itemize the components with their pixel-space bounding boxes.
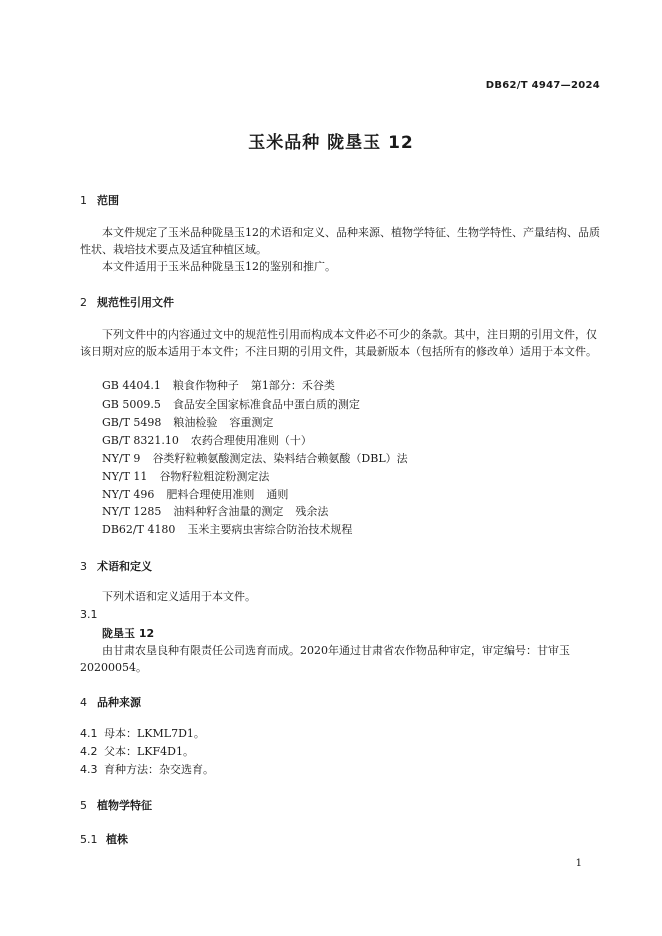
item-number: 4.1 bbox=[80, 727, 98, 740]
section-heading-terms bbox=[80, 558, 152, 574]
reference-item bbox=[102, 503, 328, 520]
section-number: 1 bbox=[80, 194, 87, 207]
section-title: 术语和定义 bbox=[97, 560, 152, 573]
reference-title: 谷类籽粒赖氨酸测定法、染料结合赖氨酸（DBL）法 bbox=[152, 452, 408, 465]
reference-item bbox=[102, 521, 352, 538]
reference-title: 粮食作物种子 bbox=[172, 379, 239, 392]
section-number: 5 bbox=[80, 799, 87, 812]
reference-code: GB/T 5498 bbox=[102, 416, 162, 429]
subsection-number: 5.1 bbox=[80, 833, 98, 846]
reference-code: GB/T 8321.10 bbox=[102, 434, 179, 447]
reference-code: NY/T 1285 bbox=[102, 505, 162, 518]
section-title: 植物学特征 bbox=[97, 799, 152, 812]
page-title: 玉米品种 陇垦玉 12 bbox=[248, 133, 414, 153]
origin-item bbox=[80, 761, 214, 778]
reference-code: NY/T 496 bbox=[102, 488, 155, 501]
item-text: 父本：LKF4D1。 bbox=[104, 745, 194, 758]
term-name: 陇垦玉 12 bbox=[102, 627, 155, 640]
reference-title: 肥料合理使用准则 bbox=[166, 488, 255, 501]
item-number: 4.3 bbox=[80, 763, 98, 776]
reference-item bbox=[102, 450, 408, 467]
references-intro: 下列文件中的内容通过文中的规范性引用而构成本文件必不可少的条款。其中，注日期的引用文件，仅该日期对应的版本适用于本文件；不注日期的引用文件，其最新版本（包括所有的修改单）适用于本文件。 bbox=[80, 328, 597, 358]
origin-item bbox=[80, 743, 194, 760]
reference-item bbox=[102, 468, 269, 485]
reference-title: 油料种籽含油量的测定 bbox=[173, 505, 284, 518]
reference-part: 第1部分：禾谷类 bbox=[250, 379, 335, 392]
section-number: 3 bbox=[80, 560, 87, 573]
reference-item bbox=[102, 377, 335, 394]
terms-intro: 下列术语和定义适用于本文件。 bbox=[102, 590, 256, 603]
section-title: 规范性引用文件 bbox=[97, 296, 174, 309]
subsection-heading-plant bbox=[80, 831, 128, 847]
reference-title: 谷物籽粒粗淀粉测定法 bbox=[159, 470, 270, 483]
reference-part: 容重测定 bbox=[229, 416, 274, 429]
reference-item bbox=[102, 414, 273, 431]
page-number: 1 bbox=[575, 858, 582, 869]
reference-item bbox=[102, 432, 312, 449]
section-title: 品种来源 bbox=[97, 696, 141, 709]
reference-title: 食品安全国家标准食品中蛋白质的测定 bbox=[172, 398, 360, 411]
reference-title: 农药合理使用准则（十） bbox=[190, 434, 312, 447]
reference-part: 残余法 bbox=[295, 505, 329, 518]
section-heading-references bbox=[80, 294, 174, 310]
term-definition: 由甘肃农垦良种有限责任公司选育而成。2020年通过甘肃省农作物品种审定，审定编号：甘审玉20200054。 bbox=[80, 644, 570, 674]
section-number: 4 bbox=[80, 696, 87, 709]
scope-paragraph: 本文件规定了玉米品种陇垦玉12的术语和定义、品种来源、植物学特征、生物学特性、产量结构、品质性状、栽培技术要点及适宜种植区域。 bbox=[80, 226, 600, 256]
item-text: 母本：LKML7D1。 bbox=[104, 727, 205, 740]
scope-paragraph: 本文件适用于玉米品种陇垦玉12的鉴别和推广。 bbox=[102, 260, 336, 273]
section-heading-origin bbox=[80, 694, 141, 710]
reference-part: 通则 bbox=[266, 488, 289, 501]
section-heading-botanical bbox=[80, 797, 152, 813]
subsection-title: 植株 bbox=[106, 833, 128, 846]
reference-item bbox=[102, 396, 360, 413]
section-number: 2 bbox=[80, 296, 87, 309]
reference-code: NY/T 11 bbox=[102, 470, 148, 483]
reference-code: NY/T 9 bbox=[102, 452, 141, 465]
term-number: 3.1 bbox=[80, 608, 98, 621]
reference-title: 粮油检验 bbox=[173, 416, 218, 429]
reference-code: GB 5009.5 bbox=[102, 398, 161, 411]
reference-title: 玉米主要病虫害综合防治技术规程 bbox=[187, 523, 353, 536]
reference-code: GB 4404.1 bbox=[102, 379, 161, 392]
reference-code: DB62/T 4180 bbox=[102, 523, 176, 536]
section-title: 范围 bbox=[97, 194, 119, 207]
document-code: DB62/T 4947—2024 bbox=[485, 80, 600, 91]
item-text: 育种方法：杂交选育。 bbox=[104, 763, 214, 776]
origin-item bbox=[80, 725, 205, 742]
item-number: 4.2 bbox=[80, 745, 98, 758]
section-heading-scope bbox=[80, 192, 119, 208]
reference-item bbox=[102, 486, 288, 503]
